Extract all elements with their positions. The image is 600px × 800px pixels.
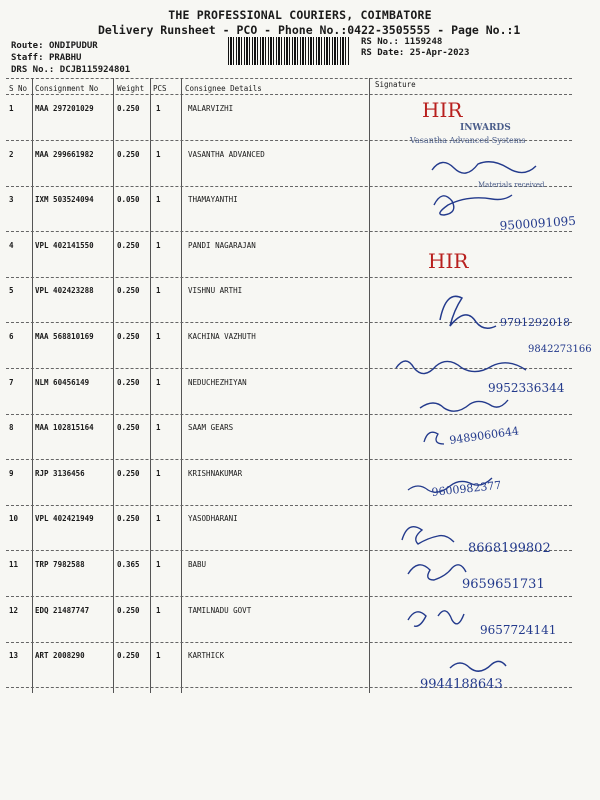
row-consignee: KRISHNAKUMAR [188,468,243,478]
row-pcs: 1 [156,149,161,159]
handwritten-phone: 9500091095 [499,213,577,233]
row-sno: 1 [9,104,14,113]
table-row [0,286,600,332]
drs-label: DRS No.: [11,65,55,75]
rs-date-label: RS Date: [361,48,405,58]
row-consignment-no: EDQ 21487747 [35,605,90,615]
table-row [0,104,600,150]
rs-no-line [361,37,442,47]
row-consignment-no: RJP 3136456 [35,468,85,478]
row-weight: 0.250 [117,423,140,433]
stamp-text: Materials received [478,181,545,189]
row-pcs: 1 [156,423,161,433]
row-consignment-no: VPL 402421949 [35,514,94,524]
table-row [0,423,600,469]
handwritten-phone: 9489060644 [448,424,520,447]
row-consignment-no: VPL 402423288 [35,286,94,296]
handwritten-phone: 9657724141 [480,623,557,637]
rs-no-value: 1159248 [404,37,443,47]
stamp-text: INWARDS [460,123,511,133]
row-weight: 0.250 [117,286,140,296]
row-weight: 0.250 [117,468,140,478]
handwritten-phone: 8668199802 [468,541,551,556]
row-consignment-no: TRP 7982588 [35,560,85,569]
row-consignment-no: ART 2008290 [35,651,85,661]
row-consignee: NEDUCHEZHIYAN [188,377,247,387]
table-row [0,332,600,378]
row-pcs: 1 [156,377,161,387]
rs-no-label: RS No.: [361,37,399,47]
row-consignee: PANDI NAGARAJAN [188,240,256,250]
drs-value: DCJB115924801 [59,65,131,75]
row-weight: 0.250 [117,377,140,387]
hir-mark: HIR [428,249,469,273]
row-sno: 13 [9,651,19,661]
row-sno: 2 [9,149,14,159]
col-header-sno: S No [9,84,28,93]
row-divider [6,414,572,415]
row-divider [6,231,572,232]
row-divider [6,596,572,597]
row-divider [6,687,572,688]
row-pcs: 1 [156,605,161,615]
row-consignment-no: NLM 60456149 [35,377,90,387]
row-weight: 0.250 [117,651,140,661]
row-weight: 0.050 [117,195,140,205]
row-sno: 9 [9,468,14,478]
row-weight: 0.250 [117,514,140,524]
table-row [0,651,600,697]
row-consignment-no: MAA 568810169 [35,332,94,341]
row-pcs: 1 [156,195,161,205]
handwritten-phone: 9952336344 [488,381,565,395]
row-pcs: 1 [156,286,161,296]
row-consignee: MALARVIZHI [188,104,234,113]
row-consignment-no: MAA 102815164 [35,423,94,433]
handwritten-phone: 9659651731 [462,577,545,592]
row-consignment-no: MAA 299661982 [35,149,94,159]
rs-date-line [361,48,469,58]
col-header-consignee: Consignee Details [185,84,262,93]
handwritten-phone: 9791292018 [500,316,570,329]
row-divider [6,186,572,187]
row-sno: 5 [9,286,14,296]
row-consignment-no: VPL 402141550 [35,240,94,250]
table-row [0,241,600,287]
row-pcs: 1 [156,104,161,113]
row-sno: 12 [9,605,19,615]
handwritten-phone: 9842273166 [528,344,592,355]
row-pcs: 1 [156,332,161,341]
table-row [0,150,600,196]
row-pcs: 1 [156,240,161,250]
col-header-signature: Signature [375,80,416,89]
staff-value: PRABHU [48,53,82,63]
row-consignment-no: MAA 297201029 [35,104,94,113]
hir-mark: HIR [422,98,463,122]
row-divider [6,140,572,141]
row-divider [6,277,572,278]
staff-line [11,53,81,63]
row-sno: 6 [9,332,14,341]
row-divider [6,368,572,369]
row-consignee: KACHINA VAZHUTH [188,332,256,341]
row-sno: 10 [9,514,19,524]
route-value: ONDIPUDUR [48,41,98,51]
table-row [0,469,600,515]
row-consignee: THAMAYANTHI [188,195,238,205]
row-consignee: KARTHICK [188,651,225,661]
row-consignee: VISHNU ARTHI [188,286,243,296]
row-divider [6,459,572,460]
row-weight: 0.365 [117,560,140,569]
runsheet-subtitle: Delivery Runsheet - PCO - Phone No.:0422-3505555 - Page No.:1 [98,23,521,37]
row-consignee: YASODHARANI [188,514,238,524]
row-divider [6,505,572,506]
staff-label: Staff: [11,53,44,63]
handwritten-phone: 9944188643 [420,677,503,692]
header-bottom-rule [6,94,572,95]
handwritten-phone: 9600982377 [430,478,502,499]
row-sno: 11 [9,560,19,569]
row-weight: 0.250 [117,240,140,250]
row-weight: 0.250 [117,605,140,615]
row-pcs: 1 [156,560,161,569]
row-divider [6,642,572,643]
row-pcs: 1 [156,651,161,661]
row-weight: 0.250 [117,149,140,159]
row-divider [6,322,572,323]
row-consignee: VASANTHA ADVANCED [188,149,265,159]
table-row [0,560,600,606]
table-row [0,606,600,652]
row-divider [6,550,572,551]
stamp-text: Vasantha Advanced Systems [410,136,526,145]
row-sno: 7 [9,377,14,387]
row-pcs: 1 [156,468,161,478]
row-consignee: BABU [188,560,207,569]
route-line [11,41,98,51]
row-sno: 3 [9,195,14,205]
row-sno: 4 [9,240,14,250]
barcode [228,37,350,65]
table-row [0,195,600,241]
table-row [0,514,600,560]
row-consignee: SAAM GEARS [188,423,234,433]
row-weight: 0.250 [117,104,140,113]
route-label: Route: [11,41,44,51]
row-consignee: TAMILNADU GOVT [188,605,252,615]
table-row [0,378,600,424]
row-sno: 8 [9,423,14,433]
header-top-rule [6,78,572,79]
row-pcs: 1 [156,514,161,524]
rs-date-value: 25-Apr-2023 [409,48,470,58]
drs-line [11,65,130,75]
row-weight: 0.250 [117,332,140,341]
col-header-weight: Weight [117,84,145,93]
col-header-consignment: Consignment No [35,84,99,93]
row-consignment-no: IXM 503524094 [35,195,94,205]
col-header-pcs: PCS [153,84,167,93]
runsheet-title: THE PROFESSIONAL COURIERS, COIMBATORE [168,8,432,22]
